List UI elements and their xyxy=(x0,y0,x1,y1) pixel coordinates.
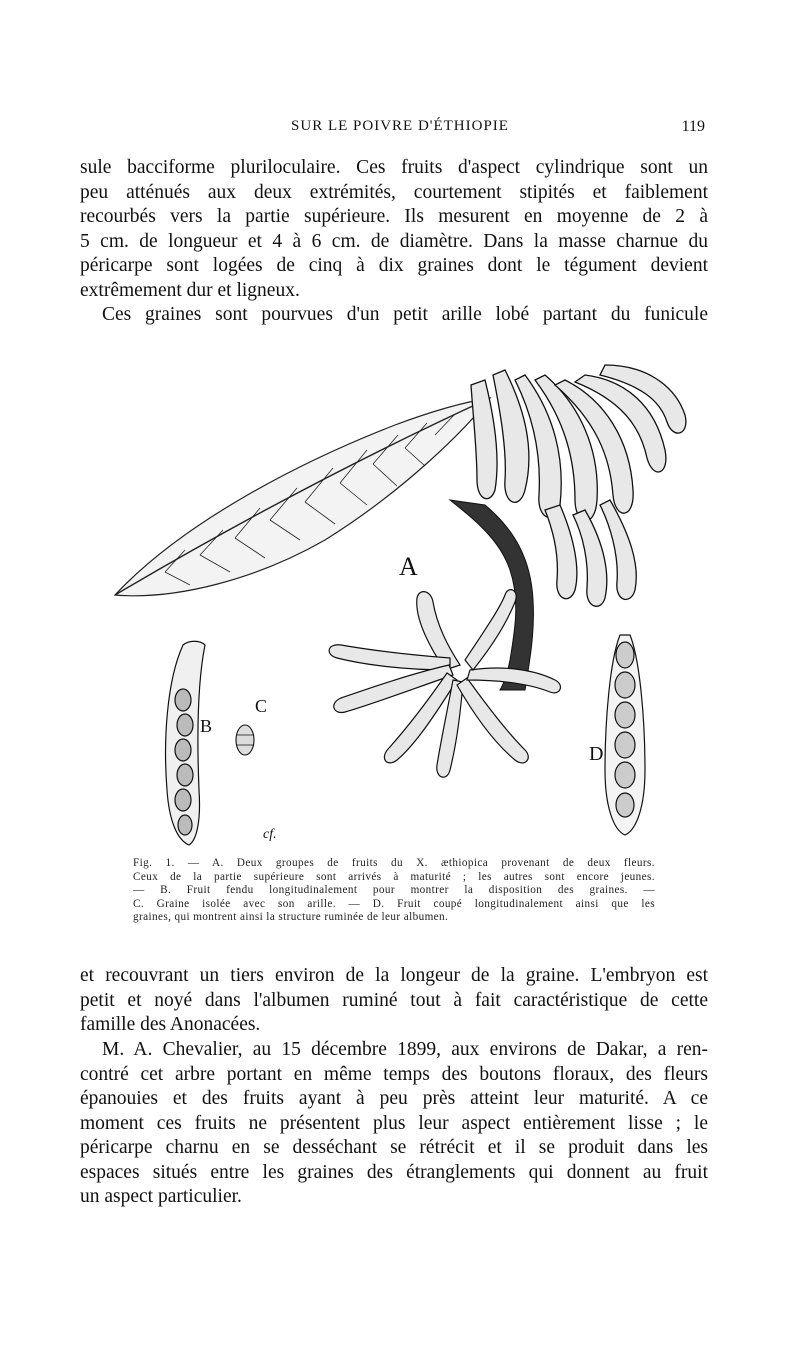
text-line: extrêmement dur et ligneux. xyxy=(80,279,300,301)
text-line: famille des Anonacées. xyxy=(80,1014,261,1035)
figure-label-a: A xyxy=(399,552,418,581)
text-line: M. A. Chevalier, au 15 décembre 1899, aux environs de Dakar, a ren- xyxy=(102,1039,708,1060)
paragraph-embryo xyxy=(80,964,708,1038)
upper-fruit-cluster xyxy=(471,365,686,606)
page-number: 119 xyxy=(681,118,705,135)
text-line: épanouies et des fruits ayant à peu près atteint leur maturité. A ce xyxy=(80,1088,708,1109)
page-header xyxy=(0,116,800,138)
figure-label-d: D xyxy=(589,743,604,765)
running-head: SUR LE POIVRE D'ÉTHIOPIE xyxy=(291,118,509,134)
fruit-d-illustration xyxy=(605,635,645,835)
text-line: péricarpe sont logées de cinq à dix graines dont le tégument devient xyxy=(80,255,708,276)
text-line: Ces graines sont pourvues d'un petit arille lobé partant du funicule xyxy=(102,304,708,325)
text-line: péricarpe charnu en se desséchant se rétrécit et il se produit dans les xyxy=(80,1137,708,1158)
text-line: un aspect particulier. xyxy=(80,1186,242,1207)
text-line: 5 cm. de longueur et 4 à 6 cm. de diamètre. Dans la masse charnue du xyxy=(80,230,708,252)
artist-signature: cf. xyxy=(263,827,277,842)
caption-line: — B. Fruit fendu longitudinalement pour montrer la disposition des graines. — xyxy=(133,884,655,896)
caption-line: Fig. 1. — A. Deux groupes de fruits du X. æthiopica provenant de deux fleurs. xyxy=(133,857,655,869)
paragraph-top xyxy=(80,156,708,303)
caption-line: Ceux de la partie supérieure sont arrivés à maturité ; les autres sont encore jeunes. xyxy=(133,870,655,883)
text-line: peu atténués aux deux extrémités, courtement stipités et faiblement xyxy=(80,181,708,203)
text-line: et recouvrant un tiers environ de la longeur de la graine. L'embryon est xyxy=(80,965,708,986)
figure-label-b: B xyxy=(200,716,213,736)
text-line: petit et noyé dans l'albumen ruminé tout à fait caractéristique de cette xyxy=(80,989,708,1011)
text-line: espaces situés entre les graines des étranglements qui donnent au fruit xyxy=(80,1161,708,1183)
leaf-illustration xyxy=(115,398,490,596)
figure-label-c: C xyxy=(255,696,268,716)
caption-line: C. Graine isolée avec son arille. — D. Fruit coupé longitudinalement ainsi que les xyxy=(133,897,655,910)
figure-illustration xyxy=(105,340,705,850)
figure-caption xyxy=(133,857,655,925)
caption-line: graines, qui montrent ainsi la structure ruminée de leur albumen. xyxy=(133,911,449,923)
branch-illustration xyxy=(450,500,533,690)
text-line: sule bacciforme pluriloculaire. Ces fruits d'aspect cylindrique sont un xyxy=(80,157,708,178)
text-line: moment ces fruits ne présentent plus leur aspect entièrement lisse ; le xyxy=(80,1112,708,1134)
text-line: contré cet arbre portant en même temps des boutons floraux, des fleurs xyxy=(80,1063,708,1085)
botanical-figure xyxy=(105,340,705,850)
seed-c-illustration xyxy=(236,725,254,755)
fruit-b-illustration xyxy=(166,641,205,845)
text-line: recourbés vers la partie supérieure. Ils mesurent en moyenne de 2 à xyxy=(80,206,708,227)
paragraph-chevalier xyxy=(80,1038,708,1210)
paragraph-seeds xyxy=(80,303,708,328)
